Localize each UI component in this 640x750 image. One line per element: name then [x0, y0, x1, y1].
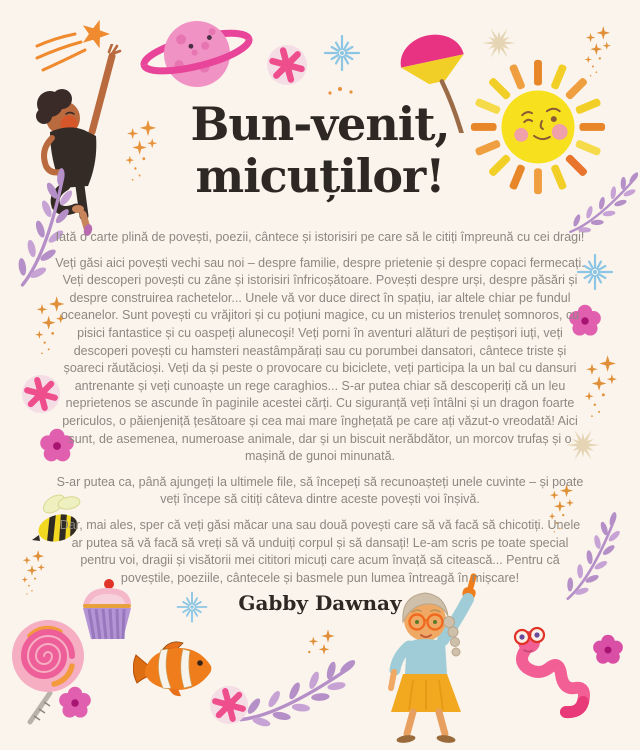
page-title	[0, 98, 640, 202]
planet-icon	[138, 10, 256, 98]
author-signature: Gabby Dawnay	[238, 591, 402, 616]
paragraph-1: Veți găsi aici povești vechi sau noi – despre familie, despre prietenie și despre copaci fermecați. Veți descoperi povești cu zâne și istorisiri înfricoșătoare. Povești despre urși, despre păsări și despre construirea rachetelor... Unele vă vor duce direct în spațiu, iar altele chiar pe fundul oceanelor. Sunt povești cu vrăjitori și cu poțiuni magice, cu un misterios trenuleț somnoros, cu pisici fantastice și cu oaspeți alunecoși! Veți porni în aventuri alături de peștișori iuți, veți descoperi povești cu hamsteri neastâmpărați sau cu porumbei dansatori, cântece triste și șoareci răutăcioși. Veți da și peste o provocare cu biciclete, veți participa la un bal cu dansuri antrenante și veți cunoaște un rege caraghios... S-ar putea chiar să descoperiți că un leu neprietenos se ascunde în paginile acestei cărți. Cu siguranță veți întâlni și un dragon foarte periculos, o păienjeniță țesătoare și cea mai mare înghețată pe care ați văzut-o vreodată! Aici sunt, de asemenea, numeroase animale, dar și un biscuit nerăbdător, un morcov trufaș și o mașină de gunoi minunată.	[55, 255, 585, 464]
page-title-line2: micuților!	[195, 149, 445, 203]
welcome-text	[55, 229, 585, 616]
paragraph-2: S-ar putea ca, până ajungeți la ultimele file, să începeți să recunoașteți unele cuvinte – și poate veți începe să citiți câteva dintre aceste povești voi înșivă.	[56, 474, 584, 507]
star-trail-icon	[300, 628, 340, 668]
sparkle-dots-icon	[326, 84, 356, 98]
asterisk-candy-icon	[265, 43, 309, 87]
worm-icon	[503, 618, 603, 723]
paragraph-3: Dar, mai ales, sper că veți găsi măcar una sau două povești care să vă facă să chicotiți. Unele ar putea să vă facă să vreți să vă unduiți corpul și să dansați! Le-am scris pe toate special pentru voi, dragii și visătorii mei cititori micuți care acum învață să citească... Pentru că poveștile, poeziile, cântecele și basmele pun lumea întreagă în mișcare!	[59, 517, 581, 585]
flower-icon	[58, 686, 92, 720]
star-trail-icon	[14, 550, 52, 596]
blue-starburst-icon	[322, 32, 362, 74]
intro-paragraph: Iată o carte plină de povești, poezii, cântece și istorisiri pe care să le citiți împreună cu cei dragi!	[55, 230, 585, 244]
page-title-line1: Bun-venit,	[190, 97, 450, 151]
clownfish-icon	[133, 636, 215, 702]
